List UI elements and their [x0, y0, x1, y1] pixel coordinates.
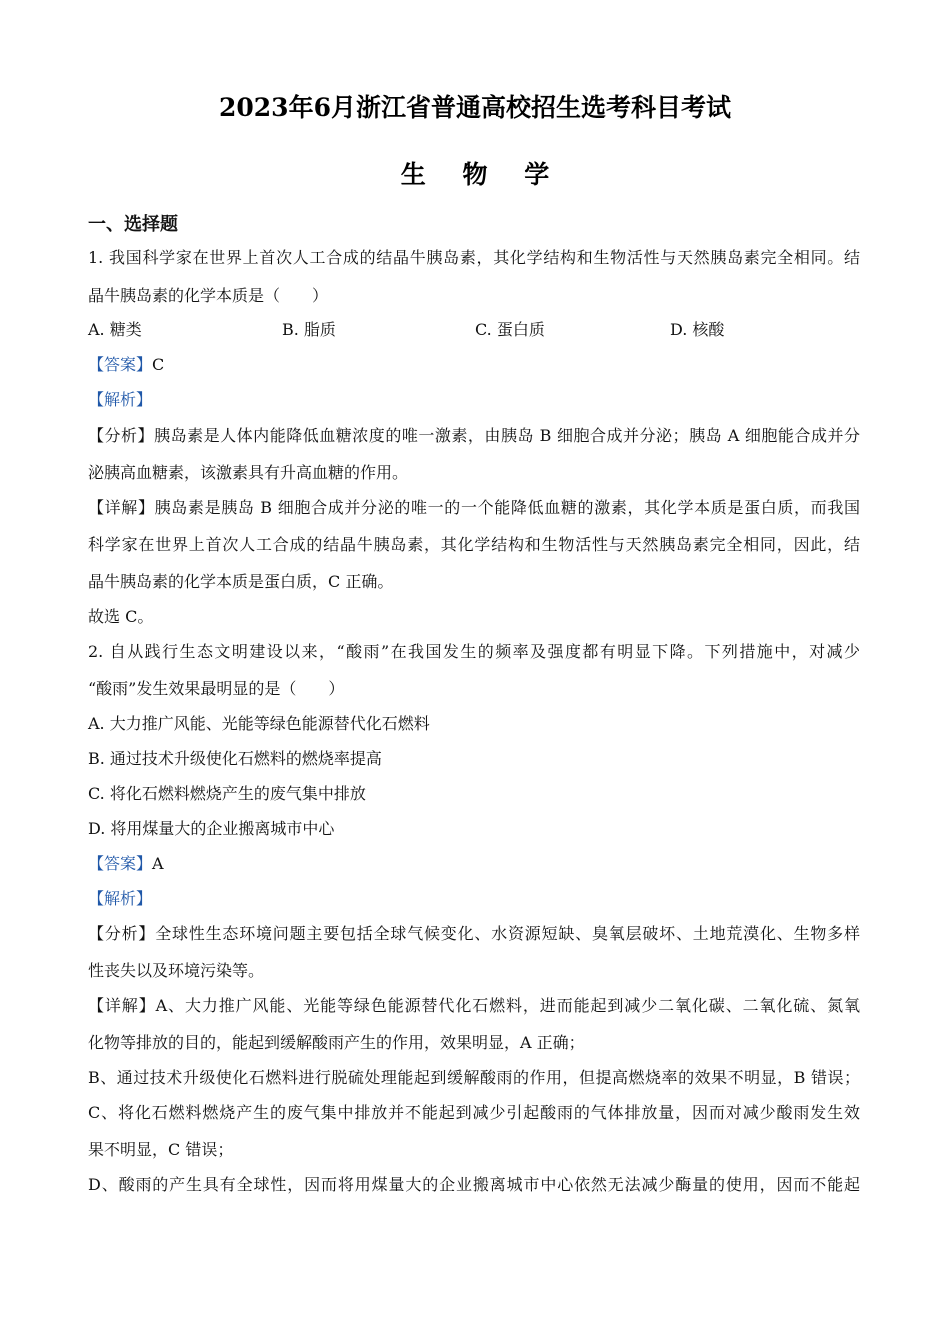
section-heading: 一、选择题	[88, 214, 178, 235]
q1-option-c: C. 蛋白质	[475, 320, 545, 339]
answer-value: A	[152, 854, 164, 873]
analysis-text: 胰岛素是人体内能降低血糖浓度的唯一激素，由胰岛 B 细胞合成并分泌；胰岛 A 细胞能合成并分	[154, 426, 860, 445]
q1-analysis-line	[88, 426, 860, 446]
q2-option-c: C. 将化石燃料燃烧产生的废气集中排放	[88, 784, 366, 803]
q1-detail-line	[88, 498, 860, 518]
q2-stem-line: “酸雨”发生效果最明显的是（ ）	[88, 679, 345, 698]
q2-answer	[88, 854, 164, 874]
subject-title: 生 物 学	[400, 160, 564, 189]
q2-stem-line: 2. 自从践行生态文明建设以来，“酸雨”在我国发生的频率及强度都有明显下降。下列措施中，对减少	[88, 642, 860, 661]
q2-option-d: D. 将用煤量大的企业搬离城市中心	[88, 819, 335, 838]
q2-analysis-line: 性丧失以及环境污染等。	[88, 961, 265, 980]
q1-detail-line: 晶牛胰岛素的化学本质是蛋白质，C 正确。	[88, 572, 394, 591]
q1-stem-line: 晶牛胰岛素的化学本质是（ ）	[88, 286, 329, 305]
q2-detail-line: 化物等排放的目的，能起到缓解酸雨产生的作用，效果明显，A 正确；	[88, 1033, 585, 1052]
q1-option-b: B. 脂质	[282, 320, 336, 339]
q1-jiexi	[88, 390, 152, 410]
answer-label: 【答案】	[88, 355, 153, 374]
q2-option-a: A. 大力推广风能、光能等绿色能源替代化石燃料	[88, 714, 430, 733]
q1-answer	[88, 355, 164, 375]
q2-detail-line: D、酸雨的产生具有全球性，因而将用煤量大的企业搬离城市中心依然无法减少酶量的使用，因而不能起	[88, 1175, 860, 1194]
detail-label: 【详解】	[88, 996, 156, 1015]
detail-text: 胰岛素是胰岛 B 细胞合成并分泌的唯一的一个能降低血糖的激素，其化学本质是蛋白质，而我国	[154, 498, 860, 517]
detail-label: 【详解】	[88, 498, 155, 517]
q2-detail-line	[88, 996, 860, 1016]
exam-title: 2023年6月浙江省普通高校招生选考科目考试	[219, 93, 731, 122]
q2-detail-line: B、通过技术升级使化石燃料进行脱硫处理能起到缓解酸雨的作用，但提高燃烧率的效果不明显，B 错误；	[88, 1068, 860, 1087]
q1-analysis-line: 泌胰高血糖素，该激素具有升高血糖的作用。	[88, 463, 409, 482]
q2-detail-line: 果不明显，C 错误；	[88, 1140, 234, 1159]
explanation-label: 【解析】	[88, 390, 153, 409]
answer-label: 【答案】	[88, 854, 153, 873]
analysis-label: 【分析】	[88, 924, 156, 943]
q2-option-b: B. 通过技术升级使化石燃料的燃烧率提高	[88, 749, 382, 768]
q1-option-d: D. 核酸	[670, 320, 725, 339]
q2-jiexi	[88, 889, 152, 909]
q1-stem-line: 1. 我国科学家在世界上首次人工合成的结晶牛胰岛素，其化学结构和生物活性与天然胰岛素完全相同。结	[88, 248, 860, 267]
analysis-label: 【分析】	[88, 426, 155, 445]
explanation-label: 【解析】	[88, 889, 153, 908]
q2-analysis-line	[88, 924, 860, 944]
q1-conclusion: 故选 C。	[88, 607, 154, 626]
analysis-text: 全球性生态环境问题主要包括全球气候变化、水资源短缺、臭氧层破坏、土地荒漠化、生物多样	[155, 924, 860, 943]
detail-text: A、大力推广风能、光能等绿色能源替代化石燃料，进而能起到减少二氧化碳、二氧化硫、氮氧	[155, 996, 860, 1015]
q2-detail-line: C、将化石燃料燃烧产生的废气集中排放并不能起到减少引起酸雨的气体排放量，因而对减少酸雨发生效	[88, 1103, 860, 1122]
answer-value: C	[152, 355, 165, 374]
q1-detail-line: 科学家在世界上首次人工合成的结晶牛胰岛素，其化学结构和生物活性与天然胰岛素完全相同，因此，结	[88, 535, 860, 554]
q1-option-a: A. 糖类	[88, 320, 142, 339]
